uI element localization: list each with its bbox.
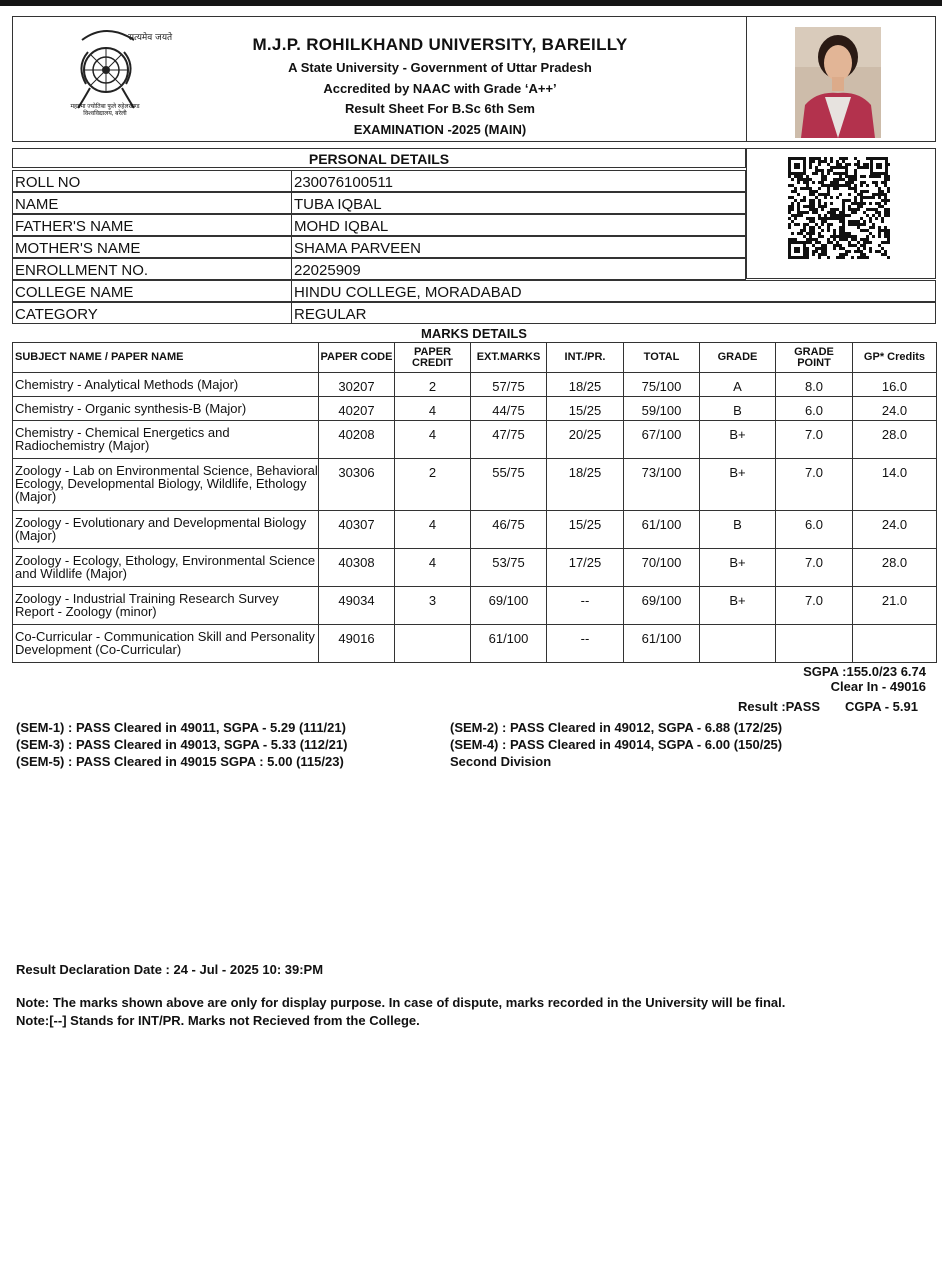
sem-3-result: (SEM-3) : PASS Cleared in 49013, SGPA - 5.33 (112/21) (16, 737, 348, 752)
pd-value: 22025909 (291, 259, 361, 279)
marks-cell: 8.0 (776, 373, 853, 397)
sem-2-result: (SEM-2) : PASS Cleared in 49012, SGPA - 6.88 (172/25) (450, 720, 783, 735)
marks-cell: 16.0 (853, 373, 937, 397)
col-header: TOTAL (624, 343, 700, 373)
subject-name: Co-Curricular - Communication Skill and Personality Development (Co-Curricular) (13, 625, 319, 663)
marks-cell: 40208 (319, 421, 395, 459)
marks-cell: 17/25 (547, 549, 624, 587)
pd-label: ENROLLMENT NO. (15, 262, 149, 279)
pd-value: HINDU COLLEGE, MORADABAD (291, 281, 522, 301)
marks-cell: 53/75 (471, 549, 547, 587)
marks-cell: 7.0 (776, 421, 853, 459)
col-header: SUBJECT NAME / PAPER NAME (13, 343, 319, 373)
marks-cell: 14.0 (853, 459, 937, 511)
marks-cell: B+ (700, 587, 776, 625)
marks-cell: 21.0 (853, 587, 937, 625)
marks-row (13, 459, 937, 511)
marks-cell: 46/75 (471, 511, 547, 549)
result-declaration-date: Result Declaration Date : 24 - Jul - 2025 10: 39:PM (16, 962, 324, 977)
marks-cell: 40307 (319, 511, 395, 549)
subject-name: Chemistry - Organic synthesis-B (Major) (13, 397, 319, 421)
pd-row-college (12, 280, 936, 302)
marks-cell: B+ (700, 459, 776, 511)
pd-label: COLLEGE NAME (15, 284, 134, 301)
pd-value: SHAMA PARVEEN (291, 237, 421, 257)
col-header: GRADE POINT (776, 343, 853, 373)
marks-cell: 7.0 (776, 587, 853, 625)
marks-row (13, 421, 937, 459)
sem-1-result: (SEM-1) : PASS Cleared in 49011, SGPA - 5.29 (111/21) (16, 720, 346, 735)
examination: EXAMINATION -2025 (MAIN) (353, 122, 527, 137)
marks-cell: 40207 (319, 397, 395, 421)
subject-name: Zoology - Evolutionary and Developmental Biology (Major) (13, 511, 319, 549)
marks-row (13, 373, 937, 397)
marks-cell: 61/100 (624, 625, 700, 663)
marks-cell: 30306 (319, 459, 395, 511)
col-header: INT./PR. (547, 343, 624, 373)
marks-cell: B+ (700, 421, 776, 459)
top-bar (0, 0, 942, 6)
marks-cell: -- (547, 587, 624, 625)
pd-row-enrollment (12, 258, 746, 280)
logo-caption: महात्मा ज्योतिबा फुले रुहेलखण्ड विश्वविद्यालय, बरेली (70, 104, 140, 117)
marks-cell: 44/75 (471, 397, 547, 421)
pd-row-father (12, 214, 746, 236)
sem-5-result: (SEM-5) : PASS Cleared in 49015 SGPA : 5.00 (115/23) (16, 754, 344, 769)
marks-cell: 20/25 (547, 421, 624, 459)
pd-row-mother (12, 236, 746, 258)
marks-cell: 7.0 (776, 459, 853, 511)
marks-row (13, 625, 937, 663)
university-name: M.J.P. ROHILKHAND UNIVERSITY, BAREILLY (252, 35, 628, 54)
pd-row-roll (12, 170, 746, 192)
col-header: PAPER CREDIT (395, 343, 471, 373)
sheet-title: Result Sheet For B.Sc 6th Sem (345, 101, 535, 116)
marks-cell: 49034 (319, 587, 395, 625)
marks-cell: 6.0 (776, 511, 853, 549)
marks-cell: A (700, 373, 776, 397)
marks-cell: 7.0 (776, 549, 853, 587)
marks-cell: 3 (395, 587, 471, 625)
pd-label: ROLL NO (15, 174, 81, 191)
pd-value: REGULAR (291, 303, 367, 323)
pd-row-name (12, 192, 746, 214)
marks-cell (700, 625, 776, 663)
marks-cell (776, 625, 853, 663)
col-header: EXT.MARKS (471, 343, 547, 373)
pd-label: FATHER'S NAME (15, 218, 134, 235)
marks-cell: 28.0 (853, 549, 937, 587)
marks-cell: 73/100 (624, 459, 700, 511)
pd-value: 230076100511 (291, 171, 393, 191)
division: Second Division (450, 754, 552, 769)
marks-row (13, 511, 937, 549)
pd-value: TUBA IQBAL (291, 193, 382, 213)
sem-4-result: (SEM-4) : PASS Cleared in 49014, SGPA - 6.00 (150/25) (450, 737, 783, 752)
marks-row (13, 549, 937, 587)
subject-name: Zoology - Ecology, Ethology, Environmental Science and Wildlife (Major) (13, 549, 319, 587)
subject-name: Zoology - Lab on Environmental Science, Behavioral Ecology, Developmental Biology, Wildlife, Ethology (Major) (13, 459, 319, 511)
university-subtitle: A State University - Government of Uttar Pradesh (288, 60, 592, 75)
pd-label: CATEGORY (15, 306, 98, 323)
student-photo (795, 27, 881, 138)
marks-details-title: MARKS DETAILS (421, 326, 527, 341)
subject-name: Chemistry - Analytical Methods (Major) (13, 373, 319, 397)
marks-cell: 59/100 (624, 397, 700, 421)
marks-cell: 49016 (319, 625, 395, 663)
marks-cell: B+ (700, 549, 776, 587)
marks-cell: 75/100 (624, 373, 700, 397)
cgpa: CGPA - 5.91 (845, 699, 918, 714)
marks-cell: 15/25 (547, 397, 624, 421)
personal-details-title: PERSONAL DETAILS (12, 148, 746, 168)
marks-cell: 40308 (319, 549, 395, 587)
logo-motto: सत्यमेव जयते (128, 33, 173, 43)
accreditation: Accredited by NAAC with Grade ‘A++’ (323, 81, 557, 96)
marks-cell: 69/100 (624, 587, 700, 625)
marks-cell: 2 (395, 373, 471, 397)
marks-cell: 55/75 (471, 459, 547, 511)
marks-cell: 2 (395, 459, 471, 511)
marks-cell: 28.0 (853, 421, 937, 459)
col-header: GRADE (700, 343, 776, 373)
marks-cell: 18/25 (547, 459, 624, 511)
marks-cell: 15/25 (547, 511, 624, 549)
pd-label: MOTHER'S NAME (15, 240, 141, 257)
marks-header-row (13, 343, 937, 373)
marks-cell: 57/75 (471, 373, 547, 397)
marks-cell: 61/100 (624, 511, 700, 549)
marks-cell: 4 (395, 549, 471, 587)
marks-row (13, 587, 937, 625)
marks-table (12, 342, 937, 663)
marks-cell: B (700, 397, 776, 421)
marks-cell: 4 (395, 421, 471, 459)
marks-cell (395, 625, 471, 663)
pd-label: NAME (15, 196, 59, 213)
marks-cell: 67/100 (624, 421, 700, 459)
col-header: GP* Credits (853, 343, 937, 373)
marks-cell: -- (547, 625, 624, 663)
marks-cell: 70/100 (624, 549, 700, 587)
pd-row-category (12, 302, 936, 324)
marks-cell: 30207 (319, 373, 395, 397)
marks-cell: 24.0 (853, 511, 937, 549)
marks-cell (853, 625, 937, 663)
subject-name: Chemistry - Chemical Energetics and Radiochemistry (Major) (13, 421, 319, 459)
marks-cell: 4 (395, 511, 471, 549)
col-header: PAPER CODE (319, 343, 395, 373)
marks-cell: 47/75 (471, 421, 547, 459)
note-display-purpose: Note: The marks shown above are only for display purpose. In case of dispute, marks recorded in the University will be final. (16, 995, 786, 1010)
marks-cell: 18/25 (547, 373, 624, 397)
marks-cell: 24.0 (853, 397, 937, 421)
clear-in: Clear In - 49016 (830, 679, 926, 694)
marks-cell: B (700, 511, 776, 549)
pd-value: MOHD IQBAL (291, 215, 388, 235)
subject-name: Zoology - Industrial Training Research Survey Report - Zoology (minor) (13, 587, 319, 625)
header-divider (746, 16, 747, 142)
marks-cell: 61/100 (471, 625, 547, 663)
qr-code-icon (787, 156, 889, 260)
marks-cell: 4 (395, 397, 471, 421)
marks-row (13, 397, 937, 421)
result-status: Result :PASS (738, 699, 821, 714)
marks-cell: 6.0 (776, 397, 853, 421)
sgpa: SGPA :155.0/23 6.74 (803, 664, 926, 679)
marks-cell: 69/100 (471, 587, 547, 625)
note-int-pr: Note:[--] Stands for INT/PR. Marks not Recieved from the College. (16, 1013, 420, 1028)
